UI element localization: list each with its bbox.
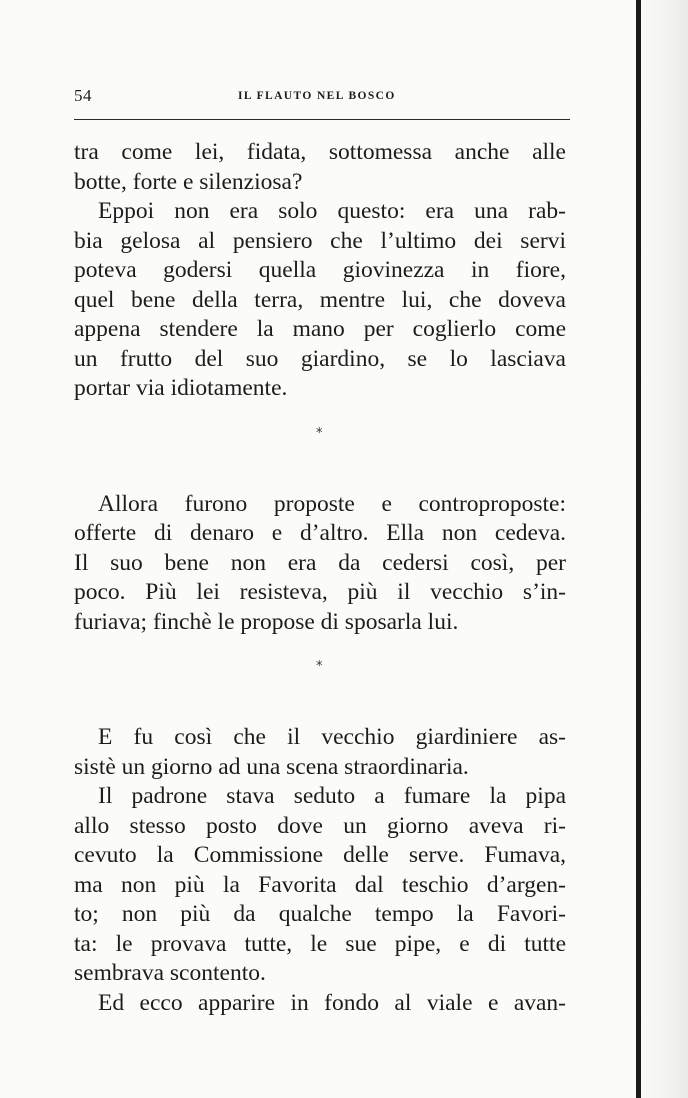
- text-line: Allora furono proposte e controproposte:: [98, 490, 566, 517]
- text-line: sembrava scontento.: [74, 960, 266, 986]
- text-line: un frutto del suo giardino, se lo lasciava: [74, 345, 566, 372]
- asterisk-separator: *: [316, 425, 323, 441]
- text-line: to; non più da qualche tempo la Favori-: [74, 901, 566, 927]
- paragraph: [74, 490, 566, 638]
- text-line: ta: le provava tutte, le sue pipe, e di tutte: [74, 930, 566, 957]
- text-line: tra come lei, fidata, sottomessa anche alle: [74, 139, 566, 165]
- paragraph: [74, 989, 566, 1019]
- header-rule: [74, 119, 570, 120]
- text-line: quel bene della terra, mentre lui, che doveva: [74, 286, 566, 313]
- text-line: Il padrone stava seduto a fumare la pipa: [98, 783, 566, 809]
- text-line: botte, forte e silenziosa?: [74, 168, 303, 195]
- text-line: E fu così che il vecchio giardiniere as-: [98, 724, 566, 750]
- section-break: [74, 404, 566, 490]
- text-line: Ed ecco apparire in fondo al viale e avan-: [98, 989, 566, 1016]
- text-line: bia gelosa al pensiero che l’ultimo dei servi: [74, 227, 566, 254]
- asterisk-separator: *: [316, 659, 323, 674]
- text-line: portar via idiotamente.: [74, 375, 288, 401]
- running-title: IL FLAUTO NEL BOSCO: [238, 90, 396, 102]
- body-text: [74, 138, 566, 1018]
- paragraph: [74, 723, 566, 782]
- paragraph: [74, 782, 566, 989]
- text-line: offerte di denaro e d’altro. Ella non cedeva.: [74, 520, 566, 546]
- text-line: furiava; finchè le propose di sposarla lui.: [74, 608, 459, 635]
- binding-edge: [636, 0, 641, 1098]
- section-break: [74, 637, 566, 723]
- text-line: poco. Più lei resisteva, più il vecchio s’in-: [74, 579, 566, 605]
- running-head: [74, 86, 568, 108]
- text-line: ma non più la Favorita dal teschio d’argen-: [74, 871, 566, 898]
- text-line: cevuto la Commissione delle serve. Fumava,: [74, 842, 566, 868]
- text-line: allo stesso posto dove un giorno aveva ri-: [74, 812, 566, 839]
- text-line: appena stendere la mano per coglierlo come: [74, 316, 566, 342]
- paragraph: [74, 197, 566, 404]
- text-line: poteva godersi quella giovinezza in fiore,: [74, 257, 566, 283]
- text-line: Eppoi non era solo questo: era una rab-: [98, 198, 566, 224]
- text-line: sistè un giorno ad una scena straordinaria.: [74, 753, 469, 780]
- page-edge-shadow: [636, 0, 688, 1098]
- text-line: Il suo bene non era da cedersi così, per: [74, 549, 566, 576]
- page-number: 54: [74, 86, 92, 105]
- paragraph: [74, 138, 566, 197]
